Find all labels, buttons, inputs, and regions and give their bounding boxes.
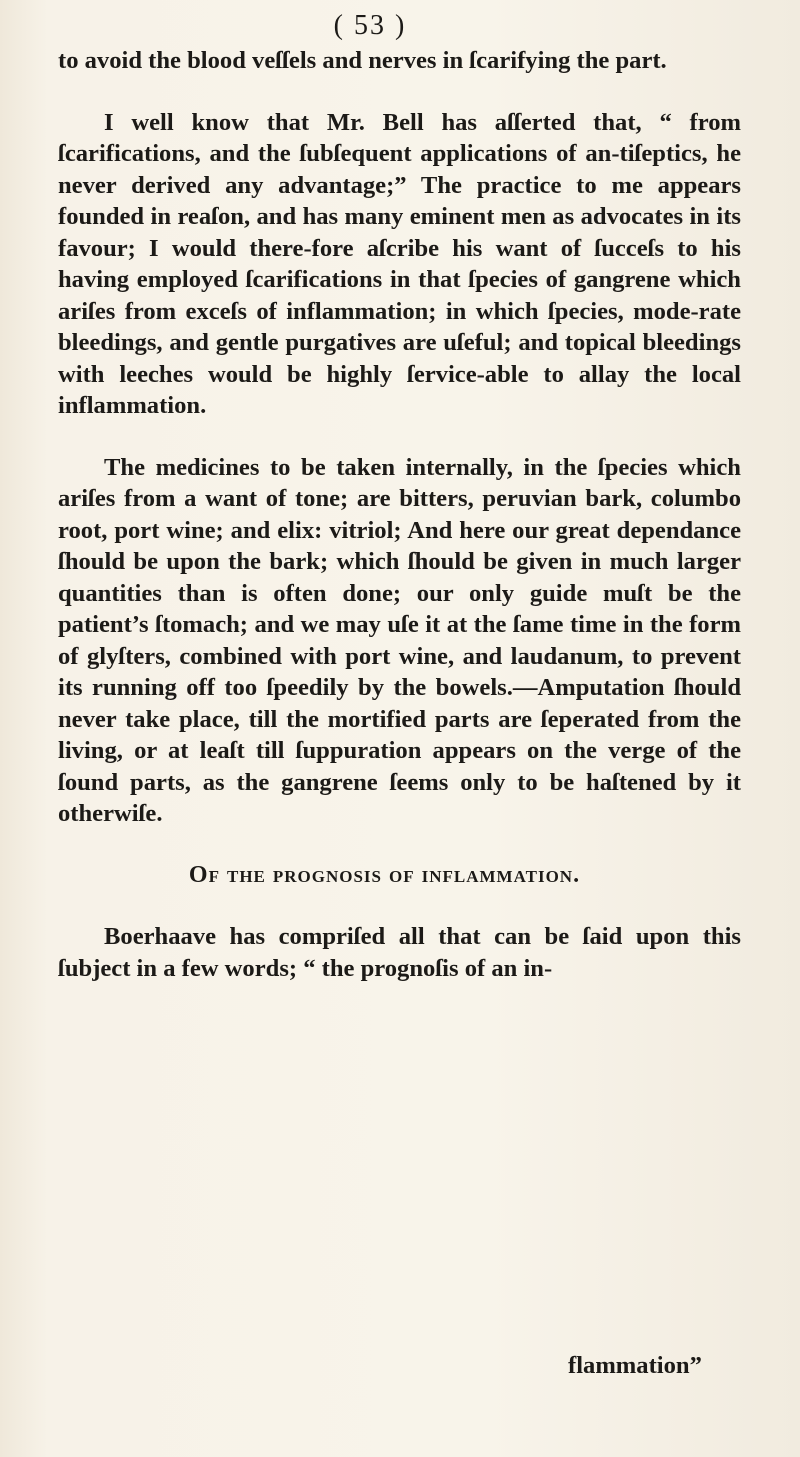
paragraph-2: I well know that Mr. Bell has aſſerted that, “ from ſcarifications, and the ſubſequent applications of an-tiſeptics, he never derived any advantage;” The practice to me appears founded in reaſon, and has many eminent men as advocates in its favour; I would there-fore aſcribe his want of ſucceſs to his having employed ſcarifications in that ſpecies of gangrene which ariſes from exceſs of inflammation; in which ſpecies, mode-rate bleedings, and gentle purgatives are uſeful; and topical bleedings with leeches would be highly ſervice-able to allay the local inflammation. [58,108,741,419]
catchword: flammation” [568,1352,702,1379]
section-spacer [58,830,741,860]
section-spacer [58,891,741,921]
paragraph-4: Boerhaave has compriſed all that can be ſaid upon this ſubject in a few words; “ the prognoſis of an in- [58,923,741,982]
paragraph-spacer [58,77,741,107]
body-text [58,45,741,984]
paragraph-3: The medicines to be taken internally, in the ſpecies which ariſes from a want of tone; are bitters, peruvian bark, columbo root, port wine; and elix: vitriol; And here our great dependance ſhould be upon the bark; which ſhould be given in much larger quantities than is often done; our only guide muſt be the patient’s ſtomach; and we may uſe it at the ſame time in the form of glyſters, combined with port wine, and laudanum, to prevent its running off too ſpeedily by the bowels.—Amputation ſhould never take place, till the mortified parts are ſeperated from the living, or at leaſt till ſuppuration appears on the verge of the ſound parts, as the gangrene ſeems only to be haſtened by it otherwiſe. [58,453,741,827]
section-heading: Of the prognosis of inflammation. [188,861,581,888]
paragraph-spacer [58,422,741,452]
page-number: ( 53 ) [333,10,407,41]
paragraph-1: to avoid the blood veſſels and nerves in ſcarifying the part. [58,47,667,74]
